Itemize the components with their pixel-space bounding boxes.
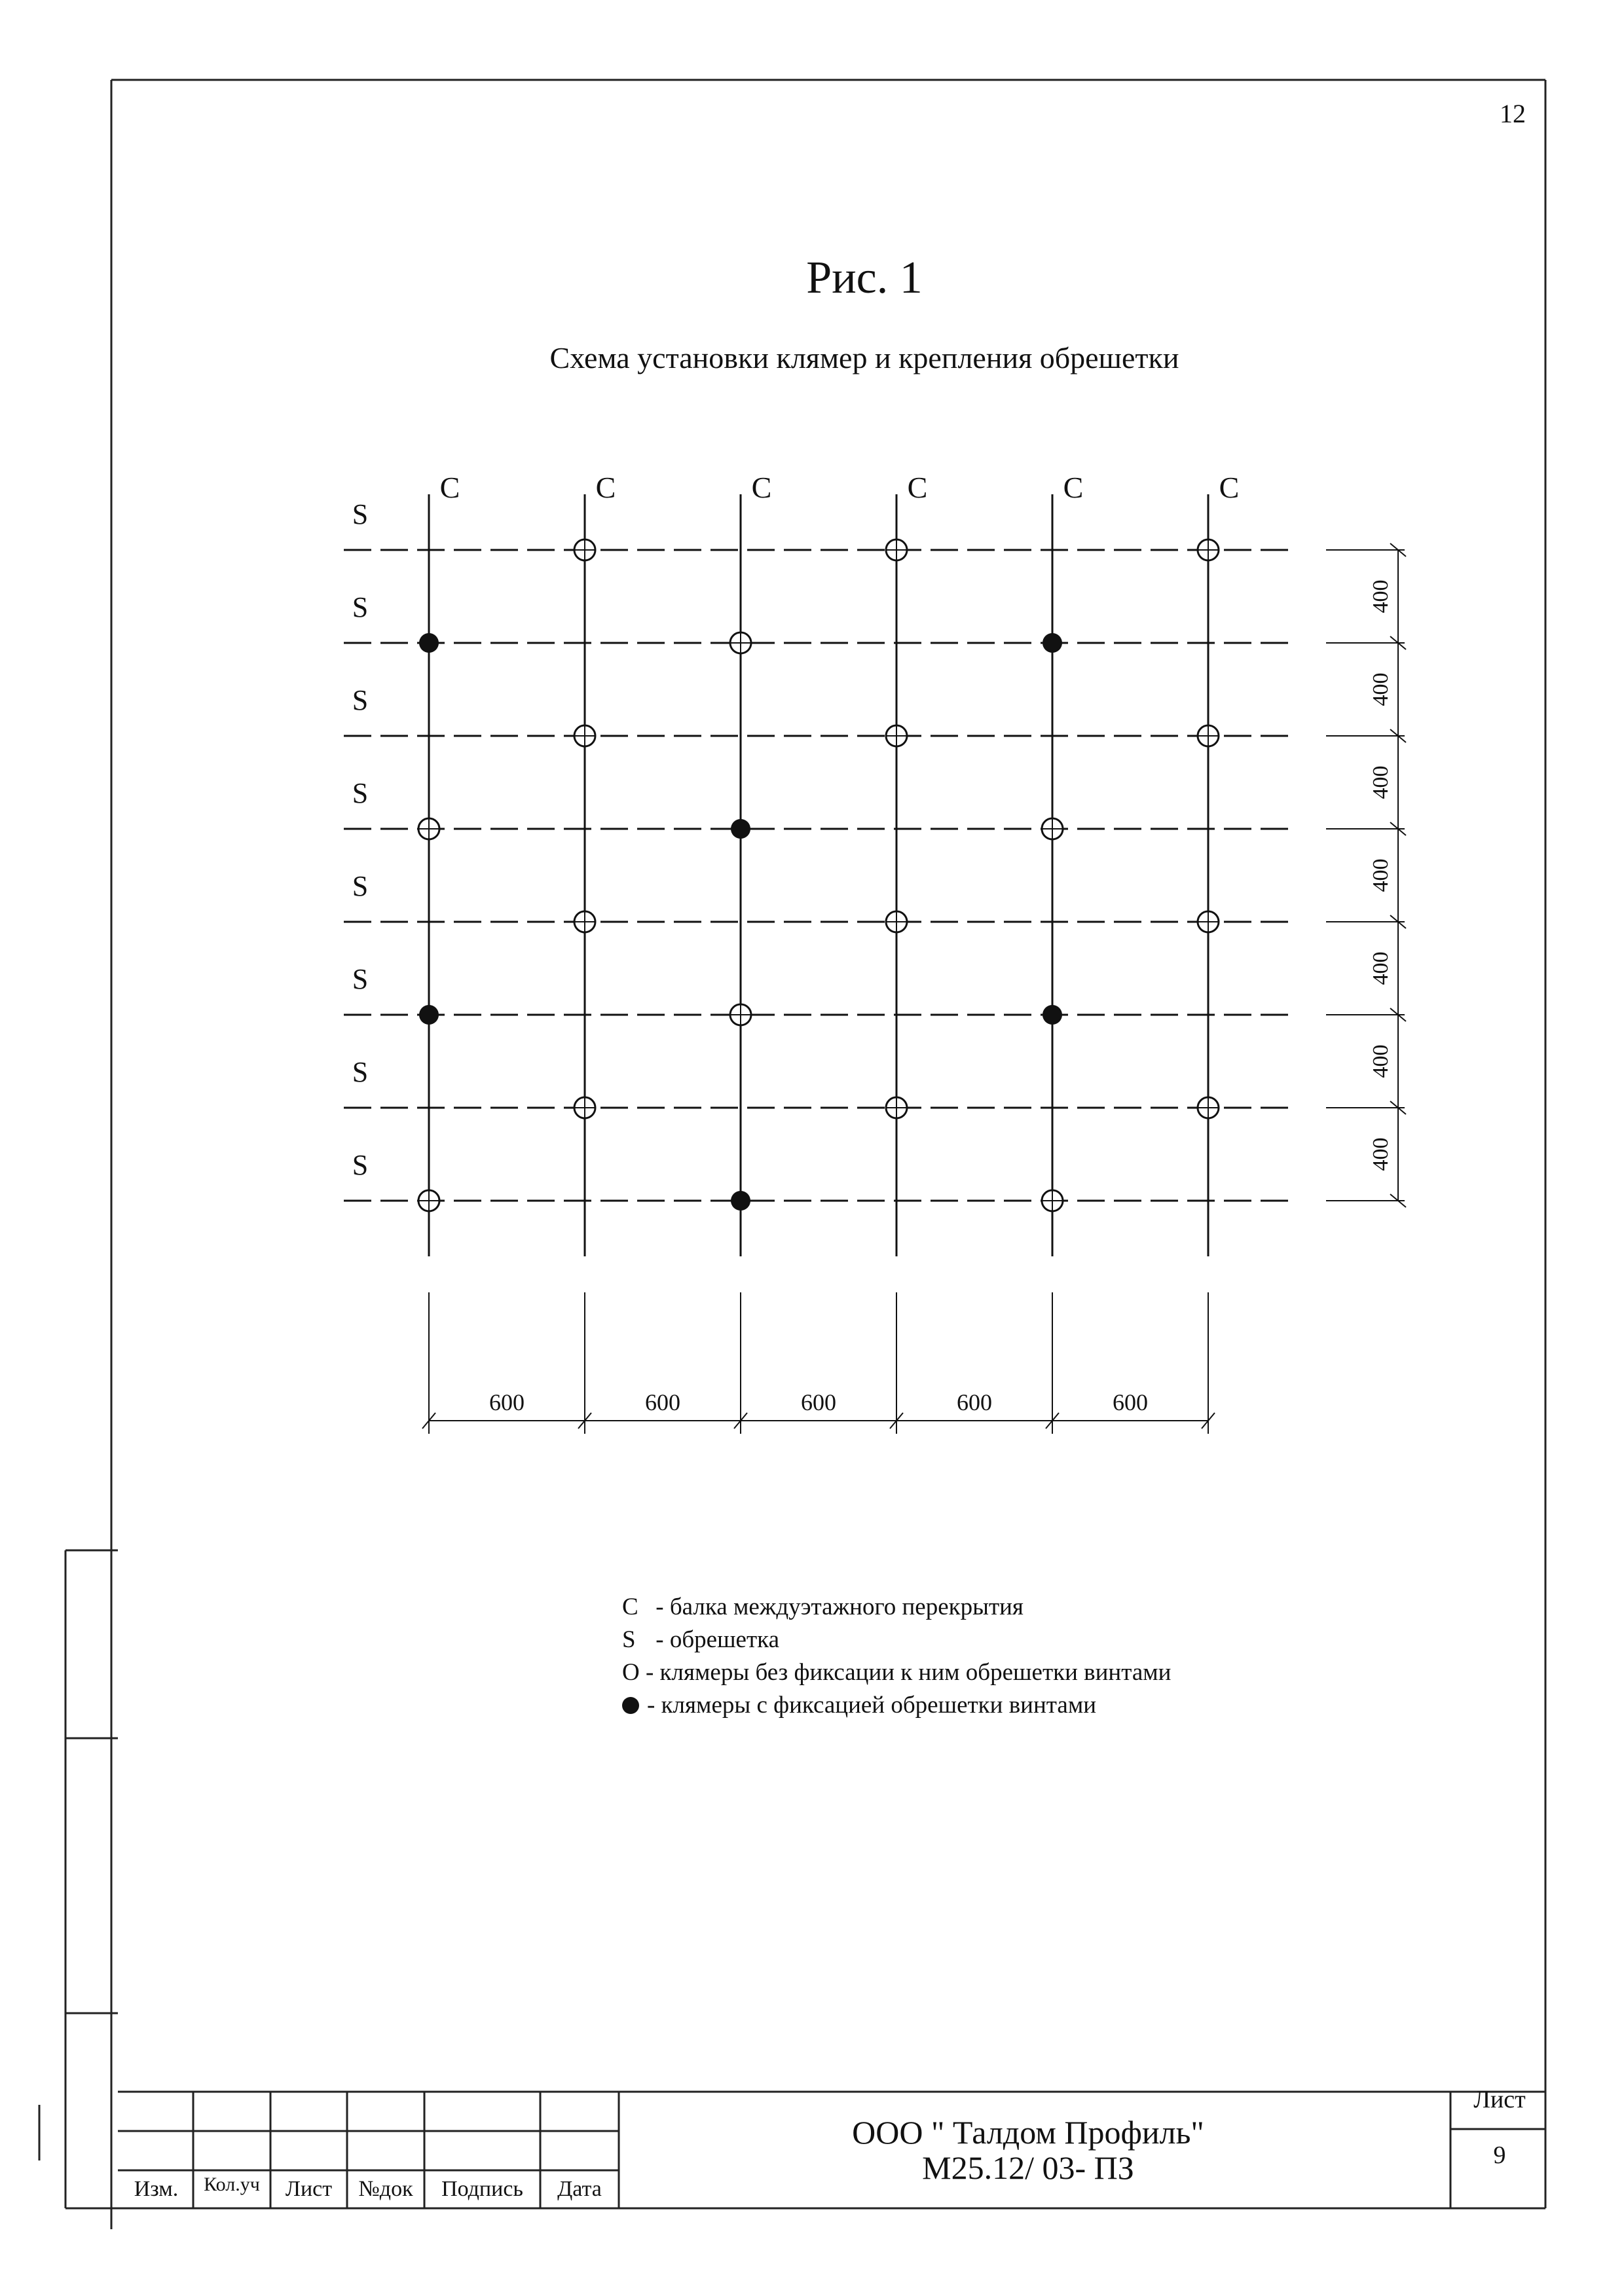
batten-label: S: [352, 684, 369, 716]
legend: [622, 1591, 1172, 1722]
stamp-doc-code: М25.12/ 03- ПЗ: [922, 2149, 1134, 2186]
fixed-clamp: [1043, 633, 1062, 653]
stamp-header-date: Дата: [557, 2177, 602, 2201]
legend-beam-symbol: C: [622, 1594, 638, 1620]
batten-spacing-label: 400: [1369, 672, 1393, 706]
page-frame: [65, 80, 1545, 2229]
beam-label: C: [751, 471, 772, 504]
filled-clamp-icon: [622, 1697, 639, 1714]
stamp-header-list: Лист: [285, 2177, 333, 2201]
scheme-grid: [344, 471, 1406, 1434]
page-number: 12: [1500, 99, 1526, 128]
stamp-sheet-value: 9: [1493, 2141, 1506, 2169]
figure-subtitle: Схема установки клямер и крепления обрешетки: [549, 341, 1179, 374]
legend-open-clamp-symbol: О -: [622, 1659, 654, 1686]
fixed-clamp: [419, 633, 439, 653]
batten-label: S: [352, 870, 369, 902]
batten-label: S: [352, 498, 369, 530]
legend-batten-text: - обрешетка: [650, 1626, 779, 1653]
batten-spacing-label: 400: [1369, 858, 1393, 892]
beam-spacing-label: 600: [489, 1389, 525, 1415]
stamp-title-block: [609, 2115, 1447, 2185]
fixed-clamp: [419, 1005, 439, 1025]
stamp-header-signature: Подпись: [441, 2177, 523, 2201]
fixed-clamp: [731, 819, 750, 839]
stamp-header-izm: Изм.: [134, 2177, 179, 2201]
legend-beam: [622, 1591, 1172, 1624]
beam-spacing-label: 600: [1113, 1389, 1148, 1415]
beam-label: C: [439, 471, 460, 504]
stamp-sheet-label: Лист: [1473, 2086, 1526, 2113]
beam-label: C: [1063, 471, 1084, 504]
binding-strip: [39, 1550, 118, 2208]
batten-spacing-label: 400: [1369, 579, 1393, 613]
batten-label: S: [352, 963, 369, 995]
legend-batten: [622, 1624, 1172, 1656]
legend-open-clamp-text: клямеры без фиксации к ним обрешетки винтами: [654, 1659, 1172, 1686]
beam-label: C: [1219, 471, 1240, 504]
legend-open-clamp: [622, 1656, 1172, 1689]
legend-beam-text: - балка междуэтажного перекрытия: [650, 1594, 1024, 1620]
legend-filled-clamp: [622, 1689, 1172, 1722]
batten-spacing-label: 400: [1369, 765, 1393, 799]
beam-label: C: [595, 471, 616, 504]
batten-label: S: [352, 591, 369, 623]
beam-spacing-label: 600: [957, 1389, 992, 1415]
fixed-clamp: [1043, 1005, 1062, 1025]
batten-label: S: [352, 1149, 369, 1181]
batten-spacing-label: 400: [1369, 1044, 1393, 1078]
fixed-clamp: [731, 1191, 750, 1211]
batten-spacing-label: 400: [1369, 1137, 1393, 1171]
stamp-header-ndok: №док: [358, 2177, 413, 2201]
figure-title: Рис. 1: [806, 253, 923, 303]
batten-label: S: [352, 1056, 369, 1088]
beam-spacing-label: 600: [801, 1389, 836, 1415]
stamp-header-kol: Кол.уч: [204, 2174, 260, 2195]
batten-spacing-label: 400: [1369, 951, 1393, 985]
batten-label: S: [352, 777, 369, 809]
stamp-company: ООО " Талдом Профиль": [852, 2114, 1204, 2151]
legend-batten-symbol: S: [622, 1626, 636, 1653]
beam-spacing-label: 600: [645, 1389, 680, 1415]
legend-filled-clamp-text: - клямеры с фиксацией обрешетки винтами: [647, 1692, 1097, 1719]
beam-label: C: [907, 471, 928, 504]
